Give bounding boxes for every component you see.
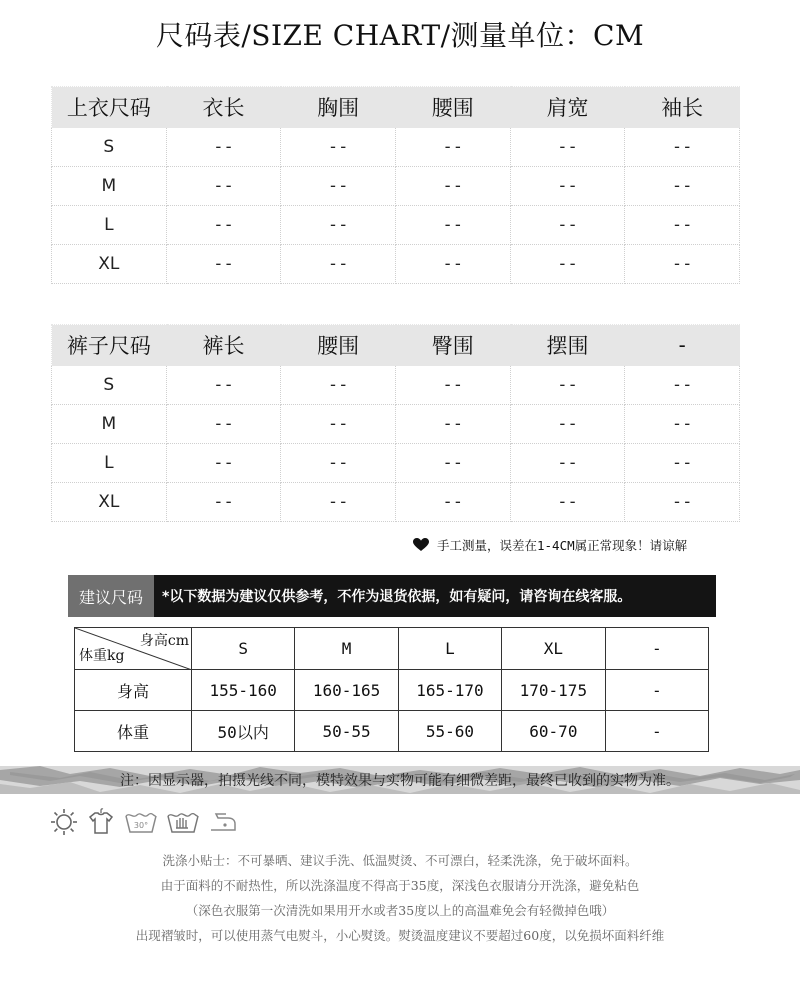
size-cell: S <box>52 128 167 167</box>
value-cell: -- <box>625 366 740 405</box>
size-cell: XL <box>52 483 167 522</box>
value-cell: -- <box>166 483 281 522</box>
value-cell: -- <box>510 405 625 444</box>
size-cell: XL <box>52 245 167 284</box>
value-cell: -- <box>625 444 740 483</box>
header-cell: 肩宽 <box>510 87 625 128</box>
value-cell: -- <box>510 366 625 405</box>
value-cell: -- <box>510 483 625 522</box>
value-cell: -- <box>166 366 281 405</box>
recommend-table <box>74 627 709 752</box>
value-cell: -- <box>281 405 396 444</box>
care-icons <box>50 808 238 836</box>
care-line: 出现褶皱时，可以使用蒸气电熨斗，小心熨烫。熨烫温度建议不要超过60度，以免损坏面料纤维 <box>135 928 665 943</box>
size-header: - <box>605 628 708 670</box>
value-cell: 50-55 <box>295 711 398 752</box>
value-cell: -- <box>281 167 396 206</box>
care-line: 洗涤小贴士：不可暴晒、建议手洗、低温熨烫、不可漂白，轻柔洗涤，免于破坏面料。 <box>162 853 638 868</box>
header-cell: - <box>625 325 740 366</box>
value-cell: -- <box>395 128 510 167</box>
size-cell: M <box>52 405 167 444</box>
size-cell: L <box>52 206 167 245</box>
header-cell: 胸围 <box>281 87 396 128</box>
table-header-row <box>75 628 709 670</box>
value-cell: 60-70 <box>502 711 605 752</box>
corner-bottom-label: 体重kg <box>79 648 125 664</box>
value-cell: 50以内 <box>192 711 295 752</box>
measure-note-text: 手工测量，误差在1-4CM属正常现象！请谅解 <box>437 538 688 553</box>
header-cell: 腰围 <box>395 87 510 128</box>
hand-wash-icon <box>166 808 200 836</box>
iron-icon <box>208 808 238 836</box>
recommend-text: *以下数据为建议仅供参考，不作为退货依据，如有疑问，请咨询在线客服。 <box>162 589 632 605</box>
recommend-banner <box>68 575 716 617</box>
value-cell: - <box>605 711 708 752</box>
pants-size-table <box>51 324 740 522</box>
value-cell: -- <box>395 444 510 483</box>
table-row <box>52 405 740 444</box>
value-cell: -- <box>281 444 396 483</box>
value-cell: -- <box>510 444 625 483</box>
table-row <box>52 167 740 206</box>
value-cell: -- <box>625 245 740 284</box>
value-cell: -- <box>166 167 281 206</box>
table-row <box>52 483 740 522</box>
header-cell: 摆围 <box>510 325 625 366</box>
value-cell: -- <box>281 128 396 167</box>
value-cell: -- <box>281 366 396 405</box>
value-cell: -- <box>510 167 625 206</box>
value-cell: -- <box>510 206 625 245</box>
value-cell: -- <box>395 405 510 444</box>
size-cell: S <box>52 366 167 405</box>
value-cell: -- <box>281 206 396 245</box>
value-cell: -- <box>510 128 625 167</box>
value-cell: -- <box>166 206 281 245</box>
header-cell: 袖长 <box>625 87 740 128</box>
value-cell: -- <box>625 405 740 444</box>
value-cell: -- <box>395 483 510 522</box>
header-cell: 裤长 <box>166 325 281 366</box>
size-cell: M <box>52 167 167 206</box>
table-header-row <box>52 87 740 128</box>
table-row <box>52 444 740 483</box>
value-cell: -- <box>395 245 510 284</box>
value-cell: -- <box>166 128 281 167</box>
value-cell: -- <box>510 245 625 284</box>
sun-icon <box>50 808 78 836</box>
value-cell: -- <box>395 366 510 405</box>
wash-temp-label: 30° <box>133 821 149 830</box>
size-header: L <box>398 628 501 670</box>
value-cell: 160-165 <box>295 670 398 711</box>
wash-30-icon <box>124 808 158 836</box>
value-cell: -- <box>395 167 510 206</box>
table-header-row <box>52 325 740 366</box>
value-cell: -- <box>395 206 510 245</box>
row-label: 身高 <box>75 670 192 711</box>
value-cell: 155-160 <box>192 670 295 711</box>
row-label: 体重 <box>75 711 192 752</box>
value-cell: 170-175 <box>502 670 605 711</box>
corner-cell <box>75 628 192 670</box>
header-cell: 腰围 <box>281 325 396 366</box>
care-line: （深色衣服第一次清洗如果用开水或者35度以上的高温难免会有轻微掉色哦） <box>185 903 615 918</box>
table-row <box>75 711 709 752</box>
header-cell: 裤子尺码 <box>52 325 167 366</box>
shirt-hanger-icon <box>86 808 116 836</box>
value-cell: 55-60 <box>398 711 501 752</box>
value-cell: -- <box>166 245 281 284</box>
page-title: 尺码表/SIZE CHART/测量单位：CM <box>155 19 645 52</box>
measure-note <box>413 536 687 554</box>
size-header: S <box>192 628 295 670</box>
header-cell: 臀围 <box>395 325 510 366</box>
value-cell: -- <box>625 483 740 522</box>
value-cell: -- <box>281 483 396 522</box>
care-line: 由于面料的不耐热性，所以洗涤温度不得高于35度，深浅色衣服请分开洗涤，避免粘色 <box>160 878 640 893</box>
header-cell: 上衣尺码 <box>52 87 167 128</box>
value-cell: -- <box>166 444 281 483</box>
value-cell: - <box>605 670 708 711</box>
corner-top-label: 身高cm <box>139 633 189 649</box>
table-row <box>52 245 740 284</box>
value-cell: 165-170 <box>398 670 501 711</box>
heart-icon <box>413 538 429 552</box>
header-cell: 衣长 <box>166 87 281 128</box>
size-header: XL <box>502 628 605 670</box>
disclaimer-text: 注：因显示器，拍摄光线不同，模特效果与实物可能有细微差距，最终已收到的实物为准。 <box>120 773 680 789</box>
table-row <box>52 366 740 405</box>
value-cell: -- <box>625 206 740 245</box>
value-cell: -- <box>281 245 396 284</box>
table-row <box>52 128 740 167</box>
table-row <box>52 206 740 245</box>
value-cell: -- <box>625 128 740 167</box>
tops-size-table <box>51 86 740 284</box>
size-cell: L <box>52 444 167 483</box>
table-row <box>75 670 709 711</box>
size-header: M <box>295 628 398 670</box>
recommend-label: 建议尺码 <box>68 575 154 617</box>
value-cell: -- <box>166 405 281 444</box>
value-cell: -- <box>625 167 740 206</box>
